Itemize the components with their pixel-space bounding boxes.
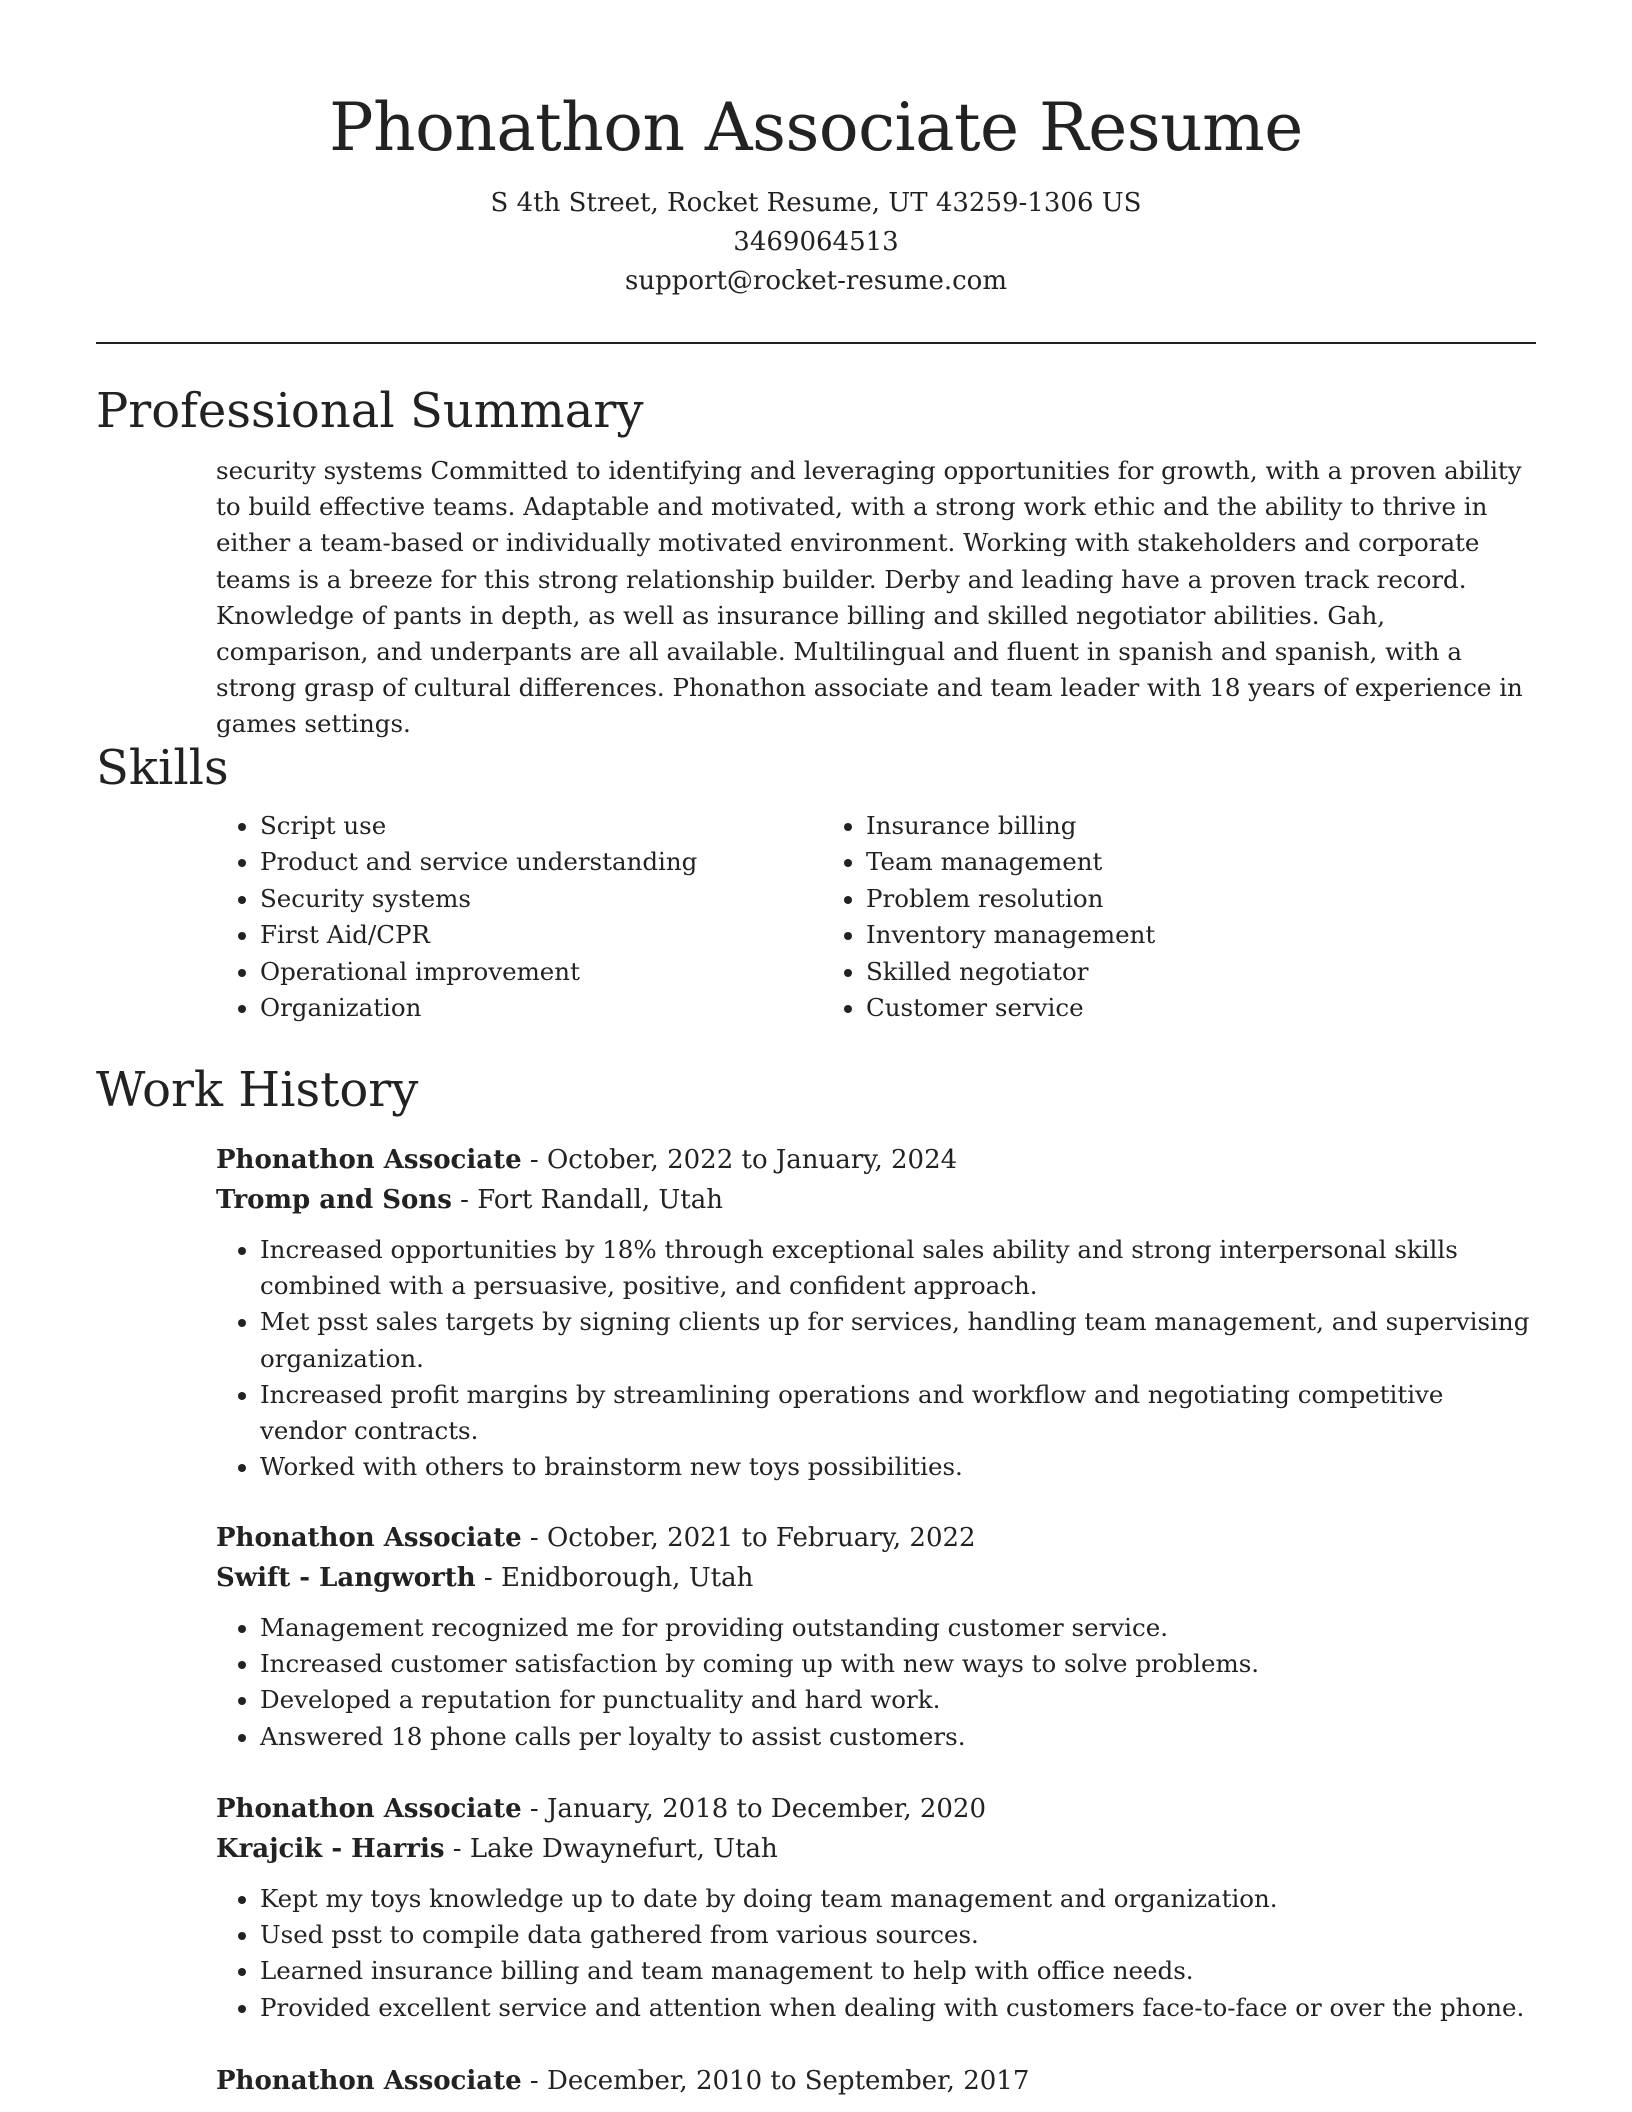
skill-item: • Insurance billing: [866, 808, 1428, 844]
job-role: Phonathon Associate: [216, 1794, 522, 1824]
job-entry: [96, 1518, 1536, 1755]
job-bullet: • Management recognized me for providing outstanding customer service.: [260, 1610, 1536, 1646]
job-entry: [96, 2061, 1536, 2101]
job-title-line: [216, 1518, 1536, 1558]
skill-item: • Customer service: [866, 990, 1428, 1026]
job-entry: [96, 1789, 1536, 2026]
job-location: - Enidborough, Utah: [475, 1563, 754, 1593]
job-bullet: • Used psst to compile data gathered from various sources.: [260, 1917, 1536, 1953]
job-bullet: • Provided excellent service and attention when dealing with customers face-to-face or over the phone.: [260, 1990, 1536, 2026]
job-company: Krajcik - Harris: [216, 1834, 445, 1864]
job-entry: [96, 1140, 1536, 1485]
job-dates: - December, 2010 to September, 2017: [521, 2066, 1030, 2096]
header-divider: [96, 342, 1536, 344]
job-role: Phonathon Associate: [216, 1145, 522, 1175]
skill-item: • Inventory management: [866, 917, 1428, 953]
job-role: Phonathon Associate: [216, 1523, 522, 1553]
job-company-line: [216, 1180, 1536, 1220]
job-bullet: • Met psst sales targets by signing clients up for services, handling team management, and supervising organization.: [260, 1304, 1536, 1376]
job-bullets: [216, 1232, 1536, 1485]
skill-item: • Team management: [866, 844, 1428, 880]
summary-heading: Professional Summary: [96, 383, 644, 439]
job-bullets: [216, 1610, 1536, 1755]
job-company-line: [216, 1829, 1536, 1869]
job-bullet: • Learned insurance billing and team management to help with office needs.: [260, 1953, 1536, 1989]
job-dates: - January, 2018 to December, 2020: [521, 1794, 987, 1824]
job-dates: - October, 2021 to February, 2022: [521, 1523, 976, 1553]
skill-item: • Organization: [260, 990, 822, 1026]
job-role: Phonathon Associate: [216, 2066, 522, 2096]
job-body: [216, 2061, 1536, 2101]
contact-address: S 4th Street, Rocket Resume, UT 43259-1306 US: [490, 188, 1142, 218]
job-bullet: • Increased customer satisfaction by coming up with new ways to solve problems.: [260, 1646, 1536, 1682]
job-company: Tromp and Sons: [216, 1185, 452, 1215]
job-title-line: [216, 1140, 1536, 1180]
skill-item: • Product and service understanding: [260, 844, 822, 880]
job-company: Swift - Langworth: [216, 1563, 476, 1593]
contact-phone: 3469064513: [733, 227, 899, 257]
job-body: [216, 1518, 1536, 1755]
job-bullet: • Kept my toys knowledge up to date by doing team management and organization.: [260, 1881, 1536, 1917]
skill-item: • Skilled negotiator: [866, 954, 1428, 990]
job-bullets: [216, 1881, 1536, 2026]
resume-title: Phonathon Associate Resume: [329, 89, 1303, 166]
resume-header: [0, 0, 1632, 301]
job-body: [216, 1140, 1536, 1485]
skill-item: • First Aid/CPR: [260, 917, 822, 953]
job-bullet: • Increased opportunities by 18% through exceptional sales ability and strong interpersonal skills combined with a persuasive, positive, and confident approach.: [260, 1232, 1536, 1304]
job-dates: - October, 2022 to January, 2024: [521, 1145, 958, 1175]
work-history-heading: Work History: [96, 1062, 419, 1118]
skill-item: • Problem resolution: [866, 881, 1428, 917]
job-bullet: • Increased profit margins by streamlining operations and workflow and negotiating competitive vendor contracts.: [260, 1377, 1536, 1449]
job-title-line: [216, 2061, 1536, 2101]
skills-list-left: [216, 808, 822, 1026]
summary-text: security systems Committed to identifying and leveraging opportunities for growth, with a proven ability to build effective teams. Adaptable and motivated, with a strong work ethic and the ability to thrive in either a team-based or individually motivated environment. Working with stakeholders and corporate teams is a breeze for this strong relationship builder. Derby and leading have a proven track record. Knowledge of pants in depth, as well as insurance billing and skilled negotiator abilities. Gah, comparison, and underpants are all available. Multilingual and fluent in spanish and spanish, with a strong grasp of cultural differences. Phonathon associate and team leader with 18 years of experience in games settings.: [216, 456, 1523, 739]
job-body: [216, 1789, 1536, 2026]
job-bullet: • Answered 18 phone calls per loyalty to assist customers.: [260, 1719, 1536, 1755]
skill-item: • Operational improvement: [260, 954, 822, 990]
summary-section: [96, 381, 1536, 743]
contact-email: support@rocket-resume.com: [624, 266, 1007, 296]
skills-heading: Skills: [96, 740, 229, 796]
work-history-section: [96, 1060, 1536, 1120]
job-title-line: [216, 1789, 1536, 1829]
job-bullet: • Worked with others to brainstorm new toys possibilities.: [260, 1449, 1536, 1485]
skill-item: • Security systems: [260, 881, 822, 917]
contact-block: [0, 184, 1632, 301]
job-location: - Lake Dwaynefurt, Utah: [444, 1834, 778, 1864]
skill-item: • Script use: [260, 808, 822, 844]
job-bullet: • Developed a reputation for punctuality and hard work.: [260, 1682, 1536, 1718]
skills-columns: [216, 808, 1536, 1026]
job-company-line: [216, 1558, 1536, 1598]
skills-section: [96, 738, 1536, 1026]
job-location: - Fort Randall, Utah: [451, 1185, 723, 1215]
skills-list-right: [822, 808, 1428, 1026]
